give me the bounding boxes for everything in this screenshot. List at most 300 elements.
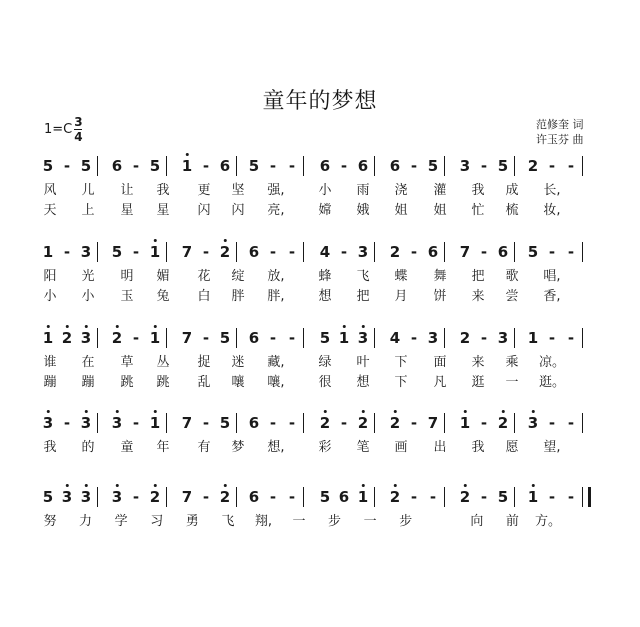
- lyric-char: 下: [394, 355, 408, 370]
- barline: [97, 242, 98, 262]
- notation-row-3: [0, 322, 640, 352]
- barline: [514, 242, 515, 262]
- octave-dot: [66, 484, 69, 487]
- lyric-char: 白: [197, 289, 211, 304]
- barline: [236, 328, 237, 348]
- note: 5: [149, 157, 161, 175]
- lyric-char: 梦: [231, 440, 245, 455]
- lyric-char: 兔: [156, 289, 170, 304]
- note: 2: [390, 489, 400, 505]
- note: 6: [248, 329, 260, 347]
- lyric-char: 一: [505, 375, 519, 390]
- note: 6: [357, 157, 369, 175]
- barline: [374, 487, 375, 507]
- barline: [236, 156, 237, 176]
- dash-extension: -: [269, 157, 277, 175]
- lyric-char: 强,: [267, 183, 285, 198]
- lyricist-credit: 范修奎 词: [536, 118, 584, 131]
- lyric-char: 天: [43, 203, 57, 218]
- lyric-char: 小: [81, 289, 95, 304]
- barline: [582, 328, 583, 348]
- barline: [236, 413, 237, 433]
- note: 1: [182, 158, 192, 174]
- dash-extension: -: [288, 488, 296, 506]
- barline: [374, 242, 375, 262]
- lyric-char: 很: [318, 375, 332, 390]
- barline: [582, 413, 583, 433]
- lyric-char: 上: [81, 203, 95, 218]
- lyric-char: 乘: [505, 355, 519, 370]
- note: 2: [62, 330, 72, 346]
- octave-dot: [362, 410, 365, 413]
- lyric-char: 光: [81, 269, 95, 284]
- dash-extension: -: [288, 414, 296, 432]
- lyric-char: 有: [197, 440, 211, 455]
- note: 2: [460, 489, 470, 505]
- note: 5: [497, 157, 509, 175]
- lyric-char: 胖,: [267, 289, 285, 304]
- lyric-char: 跳: [120, 375, 134, 390]
- dash-extension: -: [429, 488, 437, 506]
- dash-extension: -: [410, 488, 418, 506]
- time-beats: 3: [74, 115, 83, 129]
- barline: [97, 487, 98, 507]
- barline: [97, 413, 98, 433]
- octave-dot: [186, 153, 189, 156]
- lyric-char: 蹦: [81, 375, 95, 390]
- barline: [236, 242, 237, 262]
- lyric-char: 逛: [471, 375, 485, 390]
- dash-extension: -: [548, 329, 556, 347]
- octave-dot: [464, 410, 467, 413]
- note: 6: [111, 157, 123, 175]
- lyric-char: 明: [120, 269, 134, 284]
- note: 6: [219, 157, 231, 175]
- dash-extension: -: [202, 243, 210, 261]
- note: 5: [527, 243, 539, 261]
- barline: [166, 413, 167, 433]
- lyric-char: 浇: [394, 183, 408, 198]
- dash-extension: -: [548, 414, 556, 432]
- note: 3: [358, 330, 368, 346]
- time-signature: [74, 116, 82, 143]
- lyric-char: 绿: [318, 355, 332, 370]
- lyric-char: 胖: [231, 289, 245, 304]
- lyric-char: 在: [81, 355, 95, 370]
- note: 2: [320, 415, 330, 431]
- octave-dot: [116, 325, 119, 328]
- lyric-char: 唱,: [543, 269, 561, 284]
- barline: [444, 487, 445, 507]
- lyric-char: 笔: [356, 440, 370, 455]
- note: 4: [319, 243, 331, 261]
- dash-extension: -: [202, 488, 210, 506]
- note: 1: [460, 415, 470, 431]
- lyric-char: 舞: [433, 269, 447, 284]
- dash-extension: -: [63, 414, 71, 432]
- lyric-line-1-1: [0, 183, 640, 203]
- lyric-char: 丛: [156, 355, 170, 370]
- key-label: 1=C: [44, 122, 73, 137]
- lyric-char: 星: [120, 203, 134, 218]
- octave-dot: [66, 325, 69, 328]
- lyric-char: 把: [471, 269, 485, 284]
- lyric-char: 坚: [231, 183, 245, 198]
- lyric-char: 饼: [433, 289, 447, 304]
- octave-dot: [116, 410, 119, 413]
- notation-row-5: [0, 481, 640, 511]
- lyric-char: 努: [43, 514, 57, 529]
- octave-dot: [324, 410, 327, 413]
- lyric-char: 亮,: [267, 203, 285, 218]
- note: 3: [81, 330, 91, 346]
- note: 2: [112, 330, 122, 346]
- lyric-char: 让: [120, 183, 134, 198]
- lyric-char: 前: [505, 514, 519, 529]
- dash-extension: -: [340, 157, 348, 175]
- lyric-char: 小: [318, 183, 332, 198]
- lyric-char: 逛。: [538, 375, 566, 390]
- octave-dot: [394, 410, 397, 413]
- barline: [303, 487, 304, 507]
- lyric-char: 翔,: [254, 514, 272, 529]
- lyric-char: 愿: [505, 440, 519, 455]
- note: 5: [219, 414, 231, 432]
- note: 1: [42, 243, 54, 261]
- song-title: 童年的梦想: [262, 89, 378, 114]
- lyric-char: 成: [505, 183, 519, 198]
- lyric-char: 星: [156, 203, 170, 218]
- barline: [166, 487, 167, 507]
- note: 1: [150, 415, 160, 431]
- lyric-char: 嚷: [231, 375, 245, 390]
- barline: [514, 328, 515, 348]
- note: 5: [319, 329, 331, 347]
- barline: [582, 156, 583, 176]
- dash-extension: -: [567, 329, 575, 347]
- lyric-char: 嚷,: [267, 375, 285, 390]
- note: 6: [248, 488, 260, 506]
- lyric-char: 望,: [543, 440, 561, 455]
- lyric-char: 蝶: [394, 269, 408, 284]
- note: 3: [357, 243, 369, 261]
- lyric-char: 步: [399, 514, 413, 529]
- barline: [444, 156, 445, 176]
- note: 3: [112, 489, 122, 505]
- note: 6: [248, 414, 260, 432]
- lyric-char: 我: [43, 440, 57, 455]
- lyric-line-1-2: [0, 203, 640, 223]
- dash-extension: -: [288, 243, 296, 261]
- note: 7: [181, 243, 193, 261]
- key-signature: [44, 116, 83, 143]
- note: 3: [528, 415, 538, 431]
- lyric-char: 画: [394, 440, 408, 455]
- note: 3: [427, 329, 439, 347]
- lyric-char: 跳: [156, 375, 170, 390]
- dash-extension: -: [202, 329, 210, 347]
- lyric-char: 飞: [221, 514, 235, 529]
- barline: [444, 328, 445, 348]
- dash-extension: -: [202, 414, 210, 432]
- octave-dot: [154, 410, 157, 413]
- note: 2: [459, 329, 471, 347]
- dash-extension: -: [410, 329, 418, 347]
- note: 2: [498, 415, 508, 431]
- dash-extension: -: [410, 243, 418, 261]
- note: 5: [427, 157, 439, 175]
- lyric-char: 藏,: [267, 355, 285, 370]
- note: 2: [389, 243, 401, 261]
- note: 1: [527, 329, 539, 347]
- lyric-char: 想: [356, 375, 370, 390]
- note: 4: [389, 329, 401, 347]
- note: 6: [389, 157, 401, 175]
- lyric-char: 想,: [267, 440, 285, 455]
- lyric-char: 我: [156, 183, 170, 198]
- octave-dot: [154, 239, 157, 242]
- lyric-char: 叶: [356, 355, 370, 370]
- lyric-char: 乱: [197, 375, 211, 390]
- notation-row-1: [0, 150, 640, 180]
- lyric-char: 童: [120, 440, 134, 455]
- note: 3: [81, 415, 91, 431]
- barline: [303, 413, 304, 433]
- note: 7: [459, 243, 471, 261]
- note: 5: [111, 243, 123, 261]
- final-barline: [582, 487, 591, 507]
- barline: [514, 413, 515, 433]
- lyric-char: 尝: [505, 289, 519, 304]
- dash-extension: -: [340, 414, 348, 432]
- lyric-char: 迷: [231, 355, 245, 370]
- octave-dot: [154, 325, 157, 328]
- dash-extension: -: [480, 157, 488, 175]
- lyric-char: 步: [328, 514, 342, 529]
- lyric-line-4-1: [0, 440, 640, 460]
- note: 1: [150, 330, 160, 346]
- dash-extension: -: [288, 157, 296, 175]
- dash-extension: -: [480, 243, 488, 261]
- lyric-char: 香,: [543, 289, 561, 304]
- barline: [444, 242, 445, 262]
- octave-dot: [47, 410, 50, 413]
- dash-extension: -: [410, 157, 418, 175]
- note: 5: [80, 157, 92, 175]
- octave-dot: [47, 325, 50, 328]
- octave-dot: [154, 484, 157, 487]
- note: 7: [181, 329, 193, 347]
- lyric-char: 放,: [267, 269, 285, 284]
- dash-extension: -: [548, 488, 556, 506]
- lyric-char: 下: [394, 375, 408, 390]
- dash-extension: -: [269, 243, 277, 261]
- dash-extension: -: [567, 157, 575, 175]
- lyric-char: 忙: [471, 203, 485, 218]
- dash-extension: -: [548, 157, 556, 175]
- note: 3: [43, 415, 53, 431]
- octave-dot: [224, 239, 227, 242]
- note: 3: [62, 489, 72, 505]
- lyric-char: 飞: [356, 269, 370, 284]
- lyric-char: 月: [394, 289, 408, 304]
- dash-extension: -: [480, 329, 488, 347]
- dash-extension: -: [480, 414, 488, 432]
- octave-dot: [362, 484, 365, 487]
- lyric-line-2-2: [0, 289, 640, 309]
- lyric-char: 我: [471, 183, 485, 198]
- lyric-char: 草: [120, 355, 134, 370]
- lyric-line-2-1: [0, 269, 640, 289]
- note: 6: [497, 243, 509, 261]
- barline: [97, 328, 98, 348]
- barline: [166, 328, 167, 348]
- lyric-char: 蜂: [318, 269, 332, 284]
- lyric-char: 来: [471, 355, 485, 370]
- lyric-char: 歌: [505, 269, 519, 284]
- dash-extension: -: [567, 488, 575, 506]
- lyric-line-5-1: [0, 514, 640, 534]
- octave-dot: [116, 484, 119, 487]
- lyric-char: 长,: [543, 183, 561, 198]
- lyric-char: 阳: [43, 269, 57, 284]
- dash-extension: -: [269, 414, 277, 432]
- note: 1: [528, 489, 538, 505]
- barline: [97, 156, 98, 176]
- octave-dot: [362, 325, 365, 328]
- lyric-char: 小: [43, 289, 57, 304]
- note: 1: [358, 489, 368, 505]
- dash-extension: -: [132, 329, 140, 347]
- lyric-char: 风: [43, 183, 57, 198]
- lyric-char: 年: [156, 440, 170, 455]
- lyric-char: 绽: [231, 269, 245, 284]
- note: 6: [248, 243, 260, 261]
- note: 3: [459, 157, 471, 175]
- lyric-char: 向: [470, 514, 484, 529]
- lyric-char: 捉: [197, 355, 211, 370]
- octave-dot: [85, 410, 88, 413]
- octave-dot: [224, 484, 227, 487]
- barline: [303, 242, 304, 262]
- barline: [514, 487, 515, 507]
- lyric-char: 力: [79, 514, 93, 529]
- note: 5: [248, 157, 260, 175]
- note: 2: [220, 489, 230, 505]
- note: 6: [319, 157, 331, 175]
- dash-extension: -: [340, 243, 348, 261]
- lyric-char: 灌: [433, 183, 447, 198]
- barline: [374, 328, 375, 348]
- octave-dot: [502, 410, 505, 413]
- lyric-char: 勇: [185, 514, 199, 529]
- note: 5: [42, 157, 54, 175]
- note: 3: [112, 415, 122, 431]
- lyric-char: 把: [356, 289, 370, 304]
- lyric-char: 出: [433, 440, 447, 455]
- barline: [303, 156, 304, 176]
- dash-extension: -: [63, 157, 71, 175]
- barline: [166, 242, 167, 262]
- barline: [236, 487, 237, 507]
- octave-dot: [394, 484, 397, 487]
- lyric-char: 彩: [318, 440, 332, 455]
- octave-dot: [532, 484, 535, 487]
- dash-extension: -: [567, 243, 575, 261]
- composer-credit: 许玉芬 曲: [536, 133, 584, 146]
- barline: [374, 413, 375, 433]
- dash-extension: -: [202, 157, 210, 175]
- lyric-char: 方。: [534, 514, 562, 529]
- lyric-char: 雨: [356, 183, 370, 198]
- dash-extension: -: [269, 488, 277, 506]
- lyric-char: 妆,: [543, 203, 561, 218]
- lyric-char: 姐: [433, 203, 447, 218]
- note: 1: [339, 330, 349, 346]
- lyric-char: 凡: [433, 375, 447, 390]
- dash-extension: -: [63, 243, 71, 261]
- lyric-char: 嫦: [318, 203, 332, 218]
- lyric-char: 谁: [43, 355, 57, 370]
- octave-dot: [85, 325, 88, 328]
- barline: [303, 328, 304, 348]
- lyric-char: 媚: [156, 269, 170, 284]
- barline: [444, 413, 445, 433]
- lyric-char: 闪: [197, 203, 211, 218]
- lyric-char: 习: [150, 514, 164, 529]
- note: 5: [319, 488, 331, 506]
- note: 1: [43, 330, 53, 346]
- barline: [582, 242, 583, 262]
- lyric-char: 花: [197, 269, 211, 284]
- note: 7: [181, 414, 193, 432]
- dash-extension: -: [548, 243, 556, 261]
- notation-row-4: [0, 407, 640, 437]
- note: 7: [427, 414, 439, 432]
- dash-extension: -: [132, 414, 140, 432]
- lyric-char: 闪: [231, 203, 245, 218]
- octave-dot: [532, 410, 535, 413]
- dash-extension: -: [132, 157, 140, 175]
- octave-dot: [343, 325, 346, 328]
- dash-extension: -: [269, 329, 277, 347]
- note: 5: [497, 488, 509, 506]
- note: 7: [181, 488, 193, 506]
- note: 6: [338, 488, 350, 506]
- dash-extension: -: [288, 329, 296, 347]
- note: 3: [80, 243, 92, 261]
- dash-extension: -: [480, 488, 488, 506]
- note: 2: [390, 415, 400, 431]
- lyric-char: 来: [471, 289, 485, 304]
- note: 3: [497, 329, 509, 347]
- lyric-char: 姐: [394, 203, 408, 218]
- lyric-char: 娥: [356, 203, 370, 218]
- note: 2: [358, 415, 368, 431]
- note: 5: [42, 488, 54, 506]
- time-unit: 4: [74, 130, 83, 144]
- lyric-char: 玉: [120, 289, 134, 304]
- lyric-char: 一: [363, 514, 377, 529]
- lyric-char: 儿: [81, 183, 95, 198]
- lyric-char: 梳: [505, 203, 519, 218]
- note: 1: [150, 244, 160, 260]
- barline: [166, 156, 167, 176]
- lyric-char: 蹦: [43, 375, 57, 390]
- lyric-line-3-1: [0, 355, 640, 375]
- lyric-line-3-2: [0, 375, 640, 395]
- note: 5: [219, 329, 231, 347]
